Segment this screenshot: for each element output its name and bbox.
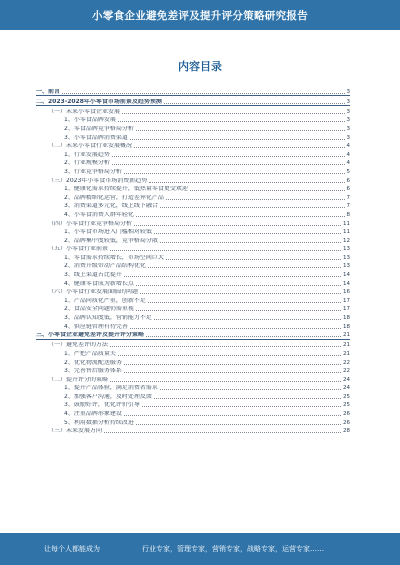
toc-page-number: 24	[343, 376, 350, 383]
toc-leader-dots	[112, 156, 345, 157]
toc-leader-dots	[164, 103, 345, 104]
toc-page-number: 3	[346, 134, 350, 141]
toc-page-number: 7	[346, 194, 350, 201]
toc-row[interactable]	[36, 218, 350, 227]
toc-page-number: 26	[343, 411, 350, 418]
toc-entry-label: 5、利用数据分析持续改进	[64, 419, 134, 426]
toc-row[interactable]	[36, 366, 350, 375]
toc-leader-dots	[160, 207, 345, 208]
table-of-contents	[36, 86, 350, 498]
toc-row[interactable]	[36, 312, 350, 321]
toc-row[interactable]	[36, 158, 350, 167]
toc-entry-label: 2、行业规模分析	[64, 160, 110, 167]
toc-entry-label: 二、2023-2028年小零食市场前景及趋势预测	[36, 98, 162, 105]
toc-row[interactable]	[36, 201, 350, 210]
toc-row[interactable]	[36, 330, 350, 339]
toc-leader-dots	[136, 216, 345, 217]
toc-entry-label: 1、提升产品体验，满足消费者需求	[64, 385, 158, 392]
toc-row[interactable]	[36, 278, 350, 287]
toc-row[interactable]	[36, 209, 350, 218]
toc-leader-dots	[136, 310, 341, 311]
toc-leader-dots	[154, 398, 341, 399]
toc-entry-label: （一）避免差评的方法	[48, 342, 109, 349]
toc-page-number: 21	[343, 350, 350, 357]
toc-leader-dots	[118, 355, 341, 356]
toc-page-number: 3	[346, 117, 350, 124]
toc-row[interactable]	[36, 184, 350, 193]
toc-leader-dots	[136, 424, 341, 425]
toc-page-number: 13	[343, 263, 350, 270]
toc-page-number: 11	[343, 220, 350, 227]
toc-leader-dots	[112, 164, 345, 165]
toc-page-number: 17	[343, 306, 350, 313]
toc-entry-label: 3、小零食品牌消费渠道	[64, 134, 128, 141]
toc-entry-label: 2、消费升级带动产品结构优化	[64, 263, 146, 270]
toc-row[interactable]	[36, 261, 350, 270]
toc-page-number: 18	[343, 315, 350, 322]
toc-leader-dots	[122, 113, 344, 114]
toc-row[interactable]	[36, 123, 350, 132]
toc-row[interactable]	[36, 244, 350, 253]
toc-page-number: 5	[346, 168, 350, 175]
toc-row[interactable]	[36, 408, 350, 417]
toc-entry-label: 3、行业竞争格局分析	[64, 168, 122, 175]
toc-leader-dots	[110, 381, 341, 382]
toc-row[interactable]	[36, 426, 350, 435]
toc-entry-label: （三）2023年小零食市场消费新趋势	[48, 177, 148, 184]
toc-leader-dots	[124, 276, 341, 277]
toc-leader-dots	[134, 225, 341, 226]
toc-leader-dots	[110, 250, 341, 251]
toc-row[interactable]	[36, 235, 350, 244]
toc-leader-dots	[110, 346, 341, 347]
toc-leader-dots	[166, 199, 345, 200]
toc-leader-dots	[124, 364, 341, 365]
toc-page-number: 13	[343, 254, 350, 261]
toc-leader-dots	[140, 293, 341, 294]
toc-row[interactable]	[36, 252, 350, 261]
toc-page-number: 28	[343, 428, 350, 435]
toc-row[interactable]	[36, 340, 350, 349]
toc-row[interactable]	[36, 115, 350, 124]
toc-row[interactable]	[36, 391, 350, 400]
toc-page-number: 25	[343, 393, 350, 400]
toc-row[interactable]	[36, 149, 350, 158]
footer-slogan: 让每个人都能成为	[44, 545, 100, 553]
toc-page-number: 25	[343, 402, 350, 409]
toc-entry-label: 4、注重品牌形象建设	[64, 411, 122, 418]
toc-leader-dots	[118, 121, 345, 122]
toc-leader-dots	[154, 319, 341, 320]
toc-entry-label: 1、零食需求持续增长，市场空间巨大	[64, 254, 164, 261]
toc-entry-label: 4、健康零食成为新增长点	[64, 280, 134, 287]
toc-entry-label: （三）未来发展方向	[48, 428, 103, 435]
toc-row[interactable]	[36, 166, 350, 175]
toc-page-number: 18	[343, 323, 350, 330]
toc-page-number: 21	[343, 332, 350, 339]
toc-leader-dots	[136, 285, 341, 286]
toc-row[interactable]	[36, 417, 350, 426]
toc-entry-label: 1、小零食市场进入门槛相对较低	[64, 229, 152, 236]
toc-entry-label: 2、优化物流配送服务	[64, 359, 122, 366]
toc-row[interactable]	[36, 141, 350, 150]
footer-bar	[0, 533, 400, 565]
toc-page-number: 4	[346, 160, 350, 167]
toc-leader-dots	[160, 389, 341, 390]
toc-page-number: 8	[346, 211, 350, 218]
header-bar	[0, 0, 400, 30]
toc-page-number: 22	[343, 368, 350, 375]
toc-page-number: 12	[343, 237, 350, 244]
toc-entry-label: 3、鼓励好评，优化评价引导	[64, 402, 140, 409]
toc-row[interactable]	[36, 86, 350, 95]
toc-row[interactable]	[36, 106, 350, 115]
toc-leader-dots	[190, 190, 345, 191]
toc-entry-label: 4、小零食消费人群年轻化	[64, 211, 134, 218]
toc-entry-label: 1、小零食品牌发展	[64, 117, 116, 124]
toc-entry-label: 1、健康化需求持续提升，低热量零食更受欢迎	[64, 186, 188, 193]
toc-page-number: 17	[343, 297, 350, 304]
toc-page-number: 16	[343, 289, 350, 296]
toc-entry-label: 1、严把产品质量关	[64, 350, 116, 357]
toc-row[interactable]	[36, 287, 350, 296]
toc-page-number: 4	[346, 143, 350, 150]
toc-page-number: 7	[346, 203, 350, 210]
toc-entry-label: 2、零食品牌竞争格局分析	[64, 125, 134, 132]
toc-entry-label: （一）未来小零食企业发展	[48, 108, 121, 115]
toc-row[interactable]	[36, 269, 350, 278]
toc-entry-label: 4、供应链管理有待完善	[64, 323, 128, 330]
toc-page-number: 4	[346, 151, 350, 158]
toc-page-number: 3	[346, 125, 350, 132]
toc-entry-label: （二）未来小零食行业发展概况	[48, 143, 133, 150]
toc-entry-label: 1、产品同质化严重，创新不足	[64, 297, 146, 304]
toc-heading: 内容目录	[178, 60, 222, 73]
toc-leader-dots	[149, 182, 344, 183]
toc-page-number: 3	[346, 88, 350, 95]
toc-entry-label: （二）提升评分的策略	[48, 376, 109, 383]
toc-leader-dots	[166, 259, 341, 260]
toc-page-number: 3	[346, 98, 350, 105]
toc-entry-label: （五）小零食行业前景	[48, 246, 109, 253]
report-title: 小零食企业避免差评及提升评分策略研究报告	[92, 10, 308, 22]
toc-row[interactable]	[36, 132, 350, 141]
toc-page-number: 6	[346, 186, 350, 193]
toc-page-number: 11	[343, 229, 350, 236]
toc-entry-label: 2、加强客户沟通，及时处理反馈	[64, 393, 152, 400]
toc-page-number: 14	[343, 272, 350, 279]
toc-entry-label: 3、品牌认知度低，营销能力不足	[64, 315, 152, 322]
toc-leader-dots	[154, 233, 341, 234]
toc-row[interactable]	[36, 192, 350, 201]
toc-row[interactable]	[36, 357, 350, 366]
toc-leader-dots	[142, 406, 341, 407]
toc-leader-dots	[148, 302, 341, 303]
toc-page-number: 13	[343, 246, 350, 253]
toc-entry-label: （六）小零食行业发展面临的问题	[48, 289, 139, 296]
toc-row[interactable]	[36, 227, 350, 236]
toc-leader-dots	[136, 130, 345, 131]
toc-row[interactable]	[36, 348, 350, 357]
toc-leader-dots	[124, 372, 341, 373]
toc-page-number: 26	[343, 419, 350, 426]
toc-leader-dots	[124, 415, 341, 416]
toc-entry-label: 3、消费渠道多元化，线上线下融合	[64, 203, 158, 210]
toc-page-number: 6	[346, 177, 350, 184]
footer-tagline: 行业专家，管理专家，营销专家，战略专家，运营专家……	[142, 545, 324, 553]
toc-row[interactable]	[36, 321, 350, 330]
toc-row[interactable]	[36, 383, 350, 392]
toc-entry-label: 2、食品安全问题仍需重视	[64, 306, 134, 313]
toc-row[interactable]	[36, 304, 350, 313]
toc-leader-dots	[104, 432, 341, 433]
toc-row[interactable]	[36, 175, 350, 184]
toc-entry-label: 一、前言	[36, 88, 61, 95]
toc-entry-label: 2、品牌精细化运营，打造差异化产品	[64, 194, 164, 201]
toc-page-number: 14	[343, 280, 350, 287]
toc-leader-dots	[160, 242, 341, 243]
toc-leader-dots	[130, 328, 341, 329]
toc-row[interactable]	[36, 374, 350, 383]
toc-entry-label: 3、完善售后服务体系	[64, 368, 122, 375]
toc-page-number: 21	[343, 342, 350, 349]
toc-page-number: 24	[343, 385, 350, 392]
toc-leader-dots	[130, 139, 345, 140]
toc-leader-dots	[62, 93, 344, 94]
toc-row[interactable]	[36, 295, 350, 304]
toc-leader-dots	[124, 173, 345, 174]
toc-entry-label: 1、行业发展趋势	[64, 151, 110, 158]
toc-leader-dots	[148, 267, 341, 268]
toc-row[interactable]	[36, 400, 350, 409]
toc-entry-label: 三、小零食企业避免差评及提升评分策略	[36, 332, 145, 339]
toc-entry-label: 3、线上渠道占比提升	[64, 272, 122, 279]
toc-entry-label: （四）小零食行业竞争格局分析	[48, 220, 133, 227]
toc-leader-dots	[146, 336, 341, 337]
toc-row[interactable]	[36, 96, 350, 105]
toc-entry-label: 2、品牌集中度较低，竞争格局分散	[64, 237, 158, 244]
toc-page-number: 22	[343, 359, 350, 366]
toc-leader-dots	[134, 147, 344, 148]
toc-page-number: 3	[346, 108, 350, 115]
